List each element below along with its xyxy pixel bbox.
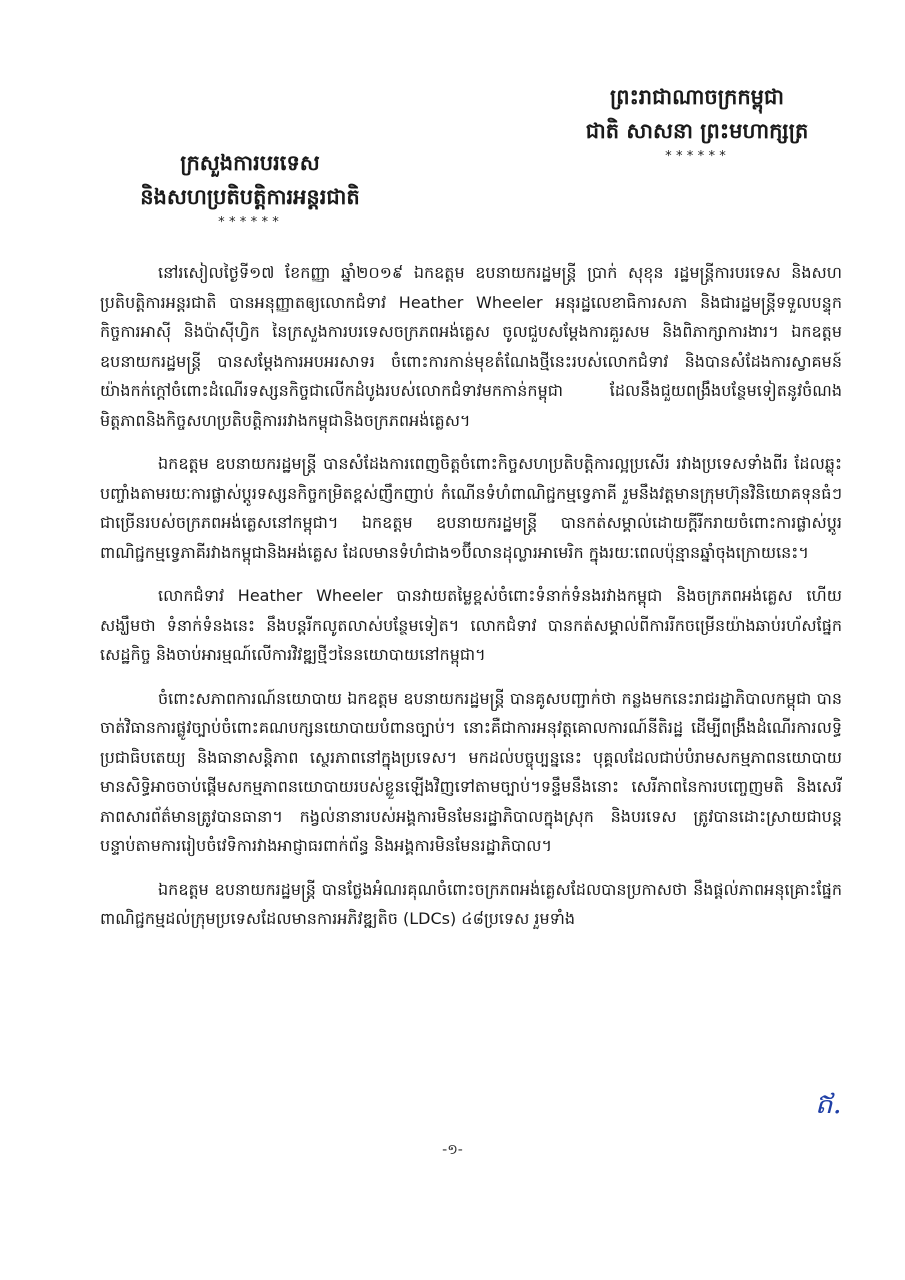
ministry-header [100,146,400,232]
paragraph-2: ឯកឧត្តម ឧបនាយករដ្ឋមន្ត្រី បានសំដែងការពេញចិត្តចំពោះកិច្ចសហប្រតិបត្តិការល្អប្រសើរ រវាងប្រទេសទាំងពីរ ដែលឆ្លុះបញ្ចាំងតាមរយៈការផ្លាស់ប្តូរទស្សនកិច្ចកម្រិតខ្ពស់ញឹកញាប់ កំណើនទំហំពាណិជ្ជកម្មទ្វេភាគី រួមនឹងវត្តមានក្រុមហ៊ុនវិនិយោគទុនធំៗជាច្រើនរបស់ចក្រភពអង់គ្លេសនៅកម្ពុជា។ ឯកឧត្តម ឧបនាយករដ្ឋមន្ត្រី បានកត់សម្គាល់ដោយក្តីរីករាយចំពោះការផ្លាស់ប្តូរពាណិជ្ជកម្មទ្វេភាគីរវាងកម្ពុជានិងអង់គ្លេស ដែលមានទំហំជាង១ប៊ីលានដុល្លារអាមេរិក ក្នុងរយៈពេលប៉ុន្មានឆ្នាំចុងក្រោយនេះ។ [100,454,842,562]
paragraph-1: នៅរសៀលថ្ងៃទី១៧ ខែកញ្ញា ឆ្នាំ២០១៩ ឯកឧត្តម ឧបនាយករដ្ឋមន្ត្រី ប្រាក់ សុខុន រដ្ឋមន្ត្រីការបរទេស និងសហប្រតិបត្តិការអន្តរជាតិ បានអនុញ្ញាតឲ្យលោកជំទាវ Heather Wheeler អនុរដ្ឋលេខាធិការសភា និងជារដ្ឋមន្ត្រីទទួលបន្ទុកកិច្ចការអាស៊ី និងប៉ាស៊ីហ្វិក នៃក្រសួងការបរទេសចក្រភពអង់គ្លេស ចូលជួបសម្តែងការគួរសម និងពិភាក្សាការងារ។ ឯកឧត្តម ឧបនាយករដ្ឋមន្ត្រី បានសម្តែងការអបអរសាទរ ចំពោះការកាន់មុខតំណែងថ្មីនេះរបស់លោកជំទាវ និងបានសំដែងការស្វាគមន៍យ៉ាងកក់ក្តៅចំពោះដំណើរទស្សនកិច្ចជាលើកដំបូងរបស់លោកជំទាវមកកាន់កម្ពុជា ដែលនឹងជួយពង្រឹងបន្ថែមទៀតនូវចំណងមិត្តភាពនិងកិច្ចសហប្រតិបត្តិការរវាងកម្ពុជានិងចក្រភពអង់គ្លេស។ [100,263,842,430]
handwritten-initial: ឥ. [815,1087,842,1120]
paragraph-5: ឯកឧត្តម ឧបនាយករដ្ឋមន្ត្រី បានថ្លែងអំណរគុណចំពោះចក្រភពអង់គ្លេសដែលបានប្រកាសថា នឹងផ្តល់ភាពអនុគ្រោះផ្នែកពាណិជ្ជកម្មដល់ក្រុមប្រទេសដែលមានការអភិវឌ្ឍតិច (LDCs) ៤៨ប្រទេស រួមទាំង [100,879,842,928]
kingdom-header [547,80,847,166]
kingdom-stars-divider: ****** [664,149,730,164]
ministry-name-line2: និងសហប្រតិបត្តិការអន្តរជាតិ [140,184,360,209]
ministry-stars-divider: ****** [217,215,283,230]
press-release-body [100,258,842,948]
kingdom-title: ព្រះរាជាណាចក្រកម្ពុជា [609,84,784,109]
kingdom-motto: ជាតិ សាសនា ព្រះមហាក្សត្រ [585,118,809,143]
ministry-name-line1: ក្រសួងការបរទេស [180,150,320,175]
page-number: -១- [442,1142,463,1158]
paragraph-4: ចំពោះសភាពការណ៍នយោបាយ ឯកឧត្តម ឧបនាយករដ្ឋមន្ត្រី បានគូសបញ្ជាក់ថា កន្លងមកនេះរាជរដ្ឋាភិបាលកម្ពុជា បានចាត់វិធានការផ្លូវច្បាប់ចំពោះគណបក្សនយោបាយបំពានច្បាប់។ នោះគឺជាការអនុវត្តគោលការណ៍នីតិរដ្ឋ ដើម្បីពង្រឹងដំណើរការលទ្ធិប្រជាធិបតេយ្យ និងធានាសន្តិភាព ស្ថេរភាពនៅក្នុងប្រទេស។ មកដល់បច្ចុប្បន្ននេះ បុគ្គលដែលជាប់បំរាមសកម្មភាពនយោបាយមានសិទ្ធិអាចចាប់ផ្តើមសកម្មភាពនយោបាយរបស់ខ្លួនឡើងវិញទៅតាមច្បាប់។ទន្ទឹមនឹងនោះ សេរីភាពនៃការបញ្ចេញមតិ និងសេរីភាពសារព័ត៌មានត្រូវបានធានា។ កង្វល់នានារបស់អង្គការមិនមែនរដ្ឋាភិបាលក្នុងស្រុក និងបរទេស ត្រូវបានដោះស្រាយជាបន្តបន្ទាប់តាមការរៀបចំវេទិការវាងអាជ្ញាធរពាក់ព័ន្ធ និងអង្គការមិនមែនរដ្ឋាភិបាល។ [100,688,842,855]
paragraph-3: លោកជំទាវ Heather Wheeler បានវាយតម្លៃខ្ពស់ចំពោះទំនាក់ទំនងរវាងកម្ពុជា និងចក្រភពអង់គ្លេស ហើយសង្ឃឹមថា ទំនាក់ទំនងនេះ នឹងបន្តរីកលូតលាស់បន្ថែមទៀត។ លោកជំទាវ បានកត់សម្គាល់ពីការរីកចម្រើនយ៉ាងឆាប់រហ័សផ្នែកសេដ្ឋកិច្ច និងចាប់អារម្មណ៍លើការវិវឌ្ឍថ្មីៗនៃនយោបាយនៅកម្ពុជា។ [100,586,842,664]
